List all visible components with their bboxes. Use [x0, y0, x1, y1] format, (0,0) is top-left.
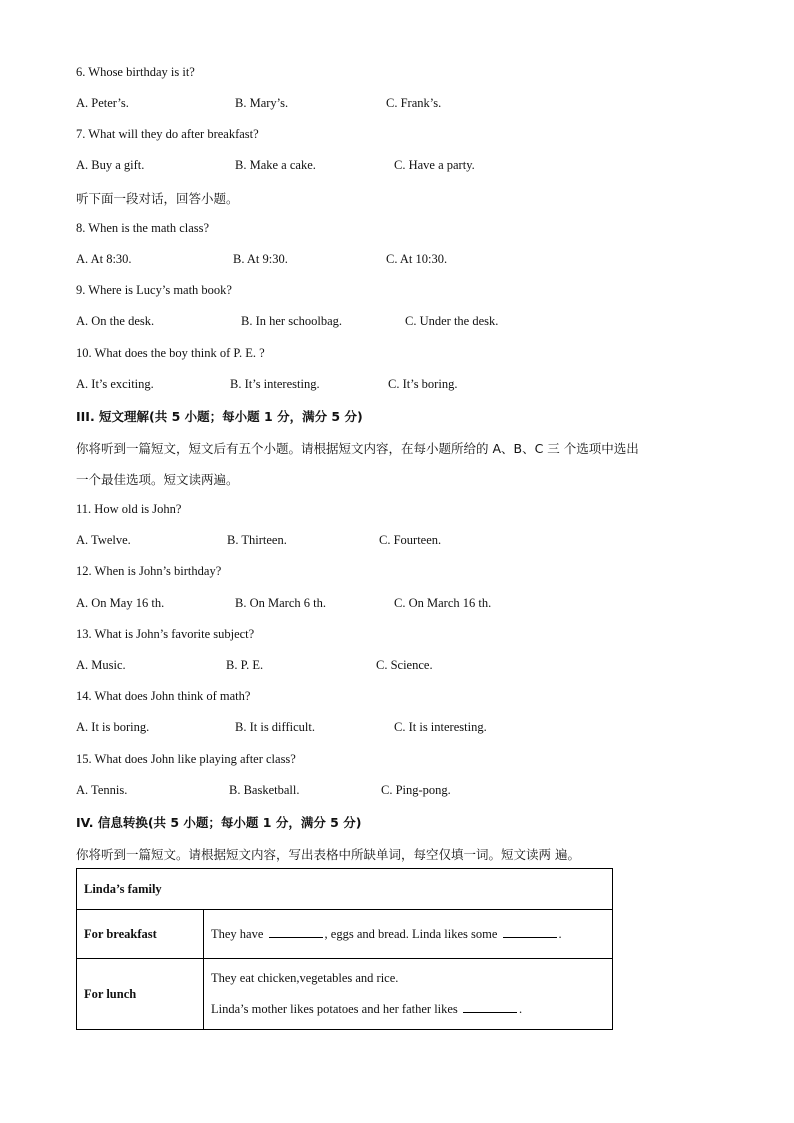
option-b: B. P. E.	[226, 658, 264, 672]
option-c: C. It’s boring.	[388, 377, 458, 391]
option-c: C. On March 16 th.	[394, 596, 492, 610]
option-b: B. It is difficult.	[235, 720, 315, 734]
section-4-instruction: 你将听到一篇短文。请根据短文内容，写出表格中所缺单词，每空仅填一词。短文读两 遍。	[76, 847, 580, 862]
options-9	[76, 314, 696, 332]
option-a: A. Twelve.	[76, 533, 131, 547]
option-b: B. Thirteen.	[227, 533, 287, 547]
option-a: A. Peter’s.	[76, 96, 129, 110]
lunch-line-2	[211, 994, 605, 1025]
answer-blank-3[interactable]	[463, 1002, 517, 1013]
question-13: 13. What is John’s favorite subject?	[76, 627, 255, 641]
question-12: 12. When is John’s birthday?	[76, 564, 222, 578]
option-a: A. Tennis.	[76, 783, 128, 797]
question-7: 7. What will they do after breakfast?	[76, 127, 259, 141]
lunch-cell	[204, 959, 613, 1030]
breakfast-text-3: .	[558, 926, 562, 941]
option-a: A. On May 16 th.	[76, 596, 165, 610]
option-a: A. It is boring.	[76, 720, 150, 734]
question-15: 15. What does John like playing after class?	[76, 752, 296, 766]
option-b: B. Make a cake.	[235, 158, 316, 172]
breakfast-text-2: , eggs and bread. Linda likes some	[324, 926, 498, 941]
option-b: B. At 9:30.	[233, 252, 288, 266]
option-c: C. Fourteen.	[379, 533, 442, 547]
option-b: B. On March 6 th.	[235, 596, 326, 610]
lunch-line-1: They eat chicken,vegetables and rice.	[211, 971, 399, 985]
options-15	[76, 783, 696, 801]
info-table	[76, 868, 613, 1030]
option-a: A. On the desk.	[76, 314, 155, 328]
option-c: C. At 10:30.	[386, 252, 448, 266]
option-a: A. At 8:30.	[76, 252, 132, 266]
section-3-instruction-line1: 你将听到一篇短文，短文后有五个小题。请根据短文内容，在每小题所给的 A、B、C 三 个选项中选出	[76, 441, 639, 456]
options-12	[76, 596, 696, 614]
lunch-text-2: .	[518, 1002, 523, 1016]
question-14: 14. What does John think of math?	[76, 689, 251, 703]
option-a: A. Buy a gift.	[76, 158, 145, 172]
option-c: C. Have a party.	[394, 158, 475, 172]
question-11: 11. How old is John?	[76, 502, 182, 516]
section-3-heading: III. 短文理解(共 5 小题；每小题 1 分，满分 5 分)	[76, 409, 363, 424]
breakfast-label: For breakfast	[77, 910, 204, 959]
answer-blank-2[interactable]	[503, 927, 557, 938]
breakfast-cell	[204, 910, 613, 959]
option-a: A. Music.	[76, 658, 126, 672]
option-b: B. Basketball.	[229, 783, 300, 797]
option-c: C. It is interesting.	[394, 720, 487, 734]
option-b: B. It’s interesting.	[230, 377, 320, 391]
breakfast-text-1: They have	[211, 926, 264, 941]
option-c: C. Under the desk.	[405, 314, 499, 328]
options-10	[76, 377, 696, 395]
lunch-text-1: Linda’s mother likes potatoes and her father likes	[211, 1002, 458, 1016]
table-title: Linda’s family	[77, 869, 613, 910]
option-c: C. Frank’s.	[386, 96, 442, 110]
options-8	[76, 252, 696, 270]
section-3-instruction-line2: 一个最佳选项。短文读两遍。	[76, 472, 239, 487]
question-10: 10. What does the boy think of P. E. ?	[76, 346, 265, 360]
option-b: B. Mary’s.	[235, 96, 289, 110]
answer-blank-1[interactable]	[269, 927, 323, 938]
section-4-heading: IV. 信息转换(共 5 小题；每小题 1 分，满分 5 分)	[76, 815, 362, 830]
question-8: 8. When is the math class?	[76, 221, 210, 235]
option-b: B. In her schoolbag.	[241, 314, 343, 328]
option-c: C. Science.	[376, 658, 433, 672]
options-13	[76, 658, 696, 676]
options-14	[76, 720, 696, 738]
question-9: 9. Where is Lucy’s math book?	[76, 283, 232, 297]
option-a: A. It’s exciting.	[76, 377, 154, 391]
options-11	[76, 533, 696, 551]
option-c: C. Ping-pong.	[381, 783, 451, 797]
lunch-label: For lunch	[77, 959, 204, 1030]
options-6	[76, 96, 696, 114]
options-7	[76, 158, 696, 176]
dialog-instruction: 听下面一段对话，回答小题。	[76, 191, 239, 206]
question-6: 6. Whose birthday is it?	[76, 65, 195, 79]
